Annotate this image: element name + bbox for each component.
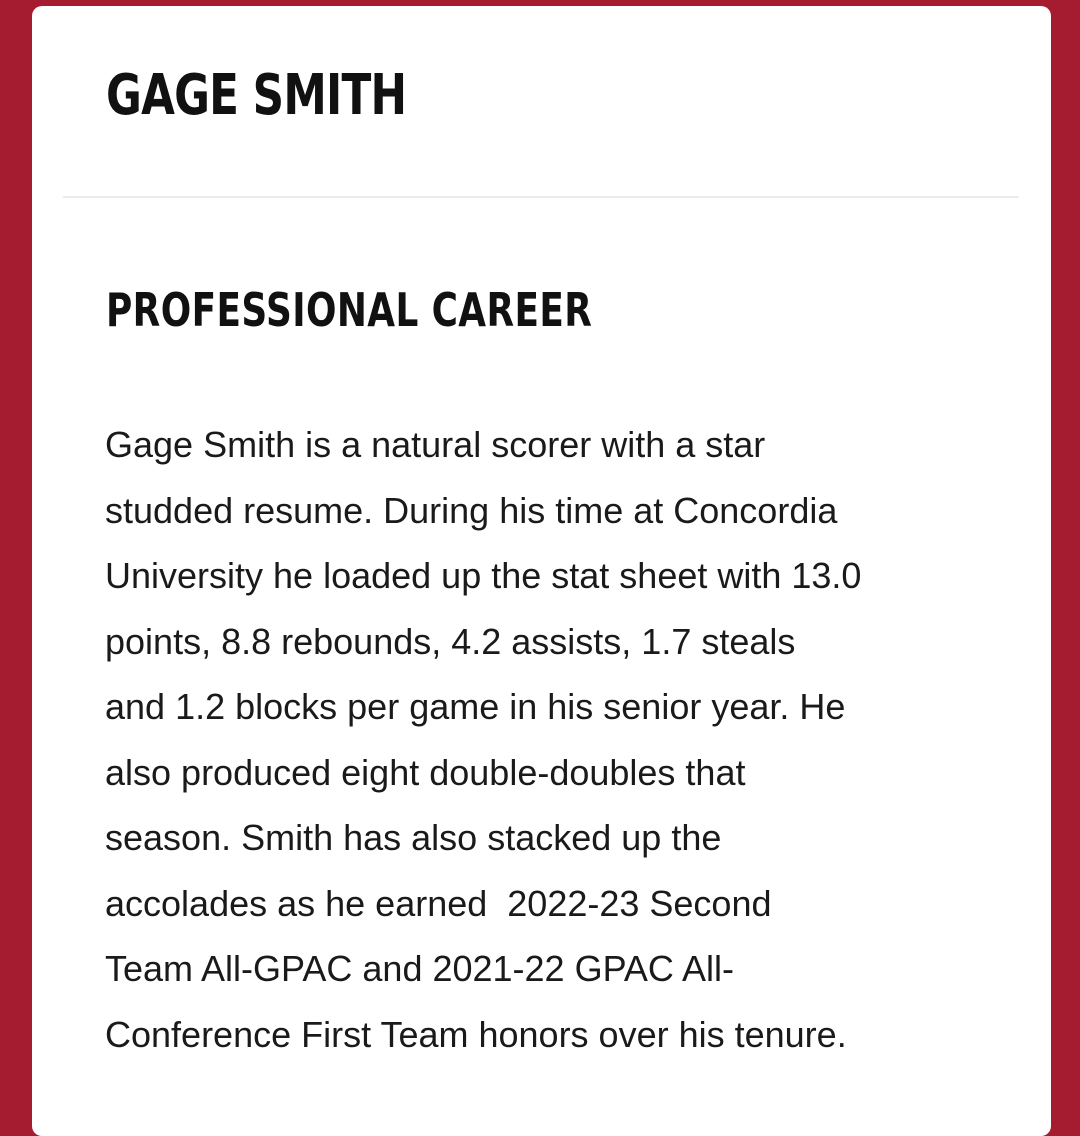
bio-line: season. Smith has also stacked up the <box>105 817 722 858</box>
section-heading: PROFESSIONAL CAREER <box>106 283 593 337</box>
bio-line: Gage Smith is a natural scorer with a star <box>105 424 766 465</box>
bio-line: University he loaded up the stat sheet with 13.0 <box>105 555 862 596</box>
bio-line: also produced eight double-doubles that <box>105 751 746 793</box>
bio-line: points, 8.8 rebounds, 4.2 assists, 1.7 steals <box>105 620 796 662</box>
bio-line: accolades as he earned 2022-23 Second <box>105 882 772 924</box>
player-profile-card <box>32 6 1051 1136</box>
divider <box>63 196 1019 198</box>
player-name: GAGE SMITH <box>106 63 407 128</box>
bio-line: Conference First Team honors over his tenure. <box>105 1013 847 1055</box>
bio-line: Team All-GPAC and 2021-22 GPAC All- <box>105 948 734 989</box>
bio-paragraph <box>105 412 985 1067</box>
bio-line: and 1.2 blocks per game in his senior year. He <box>105 686 846 727</box>
bio-line: studded resume. During his time at Concordia <box>105 489 838 531</box>
